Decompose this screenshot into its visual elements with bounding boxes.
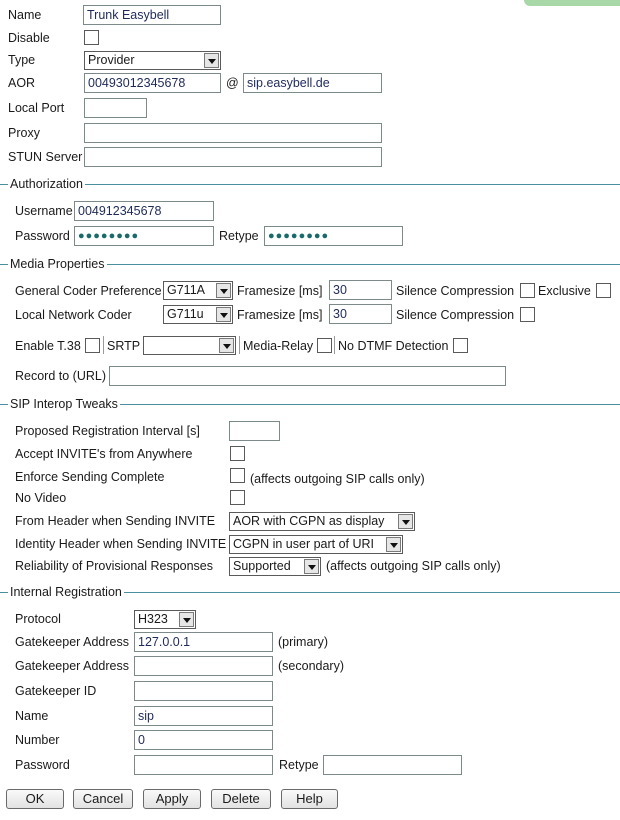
ok-button[interactable]: OK bbox=[6, 789, 64, 809]
gk-id-label: Gatekeeper ID bbox=[15, 684, 97, 698]
accept-invite-checkbox[interactable] bbox=[230, 446, 245, 461]
reg-password-field[interactable] bbox=[134, 755, 273, 775]
type-label: Type bbox=[8, 53, 36, 67]
general-coder-value: G711A bbox=[167, 283, 205, 297]
separator bbox=[239, 336, 240, 354]
type-select[interactable] bbox=[84, 51, 221, 70]
media-relay-checkbox[interactable] bbox=[317, 338, 332, 353]
no-dtmf-label: No DTMF Detection bbox=[338, 339, 449, 353]
gk-secondary-field[interactable] bbox=[134, 656, 273, 676]
aor-label: AOR bbox=[8, 76, 36, 90]
sip-title: SIP Interop Tweaks bbox=[10, 397, 118, 411]
record-url-field[interactable] bbox=[109, 366, 506, 386]
disable-checkbox[interactable] bbox=[84, 30, 99, 45]
framesize-label: Framesize [ms] bbox=[237, 284, 323, 298]
reg-interval-field[interactable] bbox=[229, 421, 280, 441]
gk-primary-field[interactable]: 127.0.0.1 bbox=[134, 632, 273, 652]
protocol-select[interactable] bbox=[134, 610, 196, 629]
authorization-divider bbox=[0, 184, 620, 185]
from-header-select[interactable] bbox=[229, 512, 415, 531]
secondary-note: (secondary) bbox=[278, 659, 344, 673]
no-dtmf-checkbox[interactable] bbox=[453, 338, 468, 353]
srtp-select[interactable] bbox=[143, 336, 236, 355]
local-port-field[interactable] bbox=[84, 98, 147, 118]
primary-note: (primary) bbox=[278, 635, 328, 649]
chevron-down-icon bbox=[216, 283, 231, 298]
enforce-label: Enforce Sending Complete bbox=[15, 470, 165, 484]
delete-button[interactable]: Delete bbox=[211, 789, 271, 809]
username-label: Username bbox=[15, 204, 73, 218]
cancel-button[interactable]: Cancel bbox=[73, 789, 133, 809]
type-value: Provider bbox=[88, 53, 135, 67]
record-url-label: Record to (URL) bbox=[15, 369, 106, 383]
name-field[interactable]: Trunk Easybell bbox=[83, 5, 221, 25]
from-header-value: AOR with CGPN as display bbox=[233, 514, 385, 528]
proxy-label: Proxy bbox=[8, 126, 40, 140]
local-coder-value: G711u bbox=[167, 307, 204, 321]
t38-label: Enable T.38 bbox=[15, 339, 81, 353]
corner-tab bbox=[524, 0, 620, 6]
chevron-down-icon bbox=[216, 307, 231, 322]
silence-compression-checkbox[interactable] bbox=[520, 307, 535, 322]
media-relay-label: Media-Relay bbox=[243, 339, 314, 353]
enforce-checkbox[interactable] bbox=[230, 468, 245, 483]
general-coder-select[interactable] bbox=[163, 281, 233, 300]
accept-invite-label: Accept INVITE's from Anywhere bbox=[15, 447, 193, 461]
framesize-field[interactable]: 30 bbox=[329, 280, 392, 300]
reliability-select[interactable] bbox=[229, 557, 321, 576]
no-video-label: No Video bbox=[15, 491, 67, 505]
srtp-label: SRTP bbox=[107, 339, 141, 353]
aor-domain-field[interactable]: sip.easybell.de bbox=[243, 73, 382, 93]
silence-compression-checkbox[interactable] bbox=[520, 283, 535, 298]
name-label: Name bbox=[8, 8, 42, 22]
help-button[interactable]: Help bbox=[281, 789, 338, 809]
identity-header-value: CGPN in user part of URI bbox=[233, 537, 375, 551]
reg-name-field[interactable]: sip bbox=[134, 706, 273, 726]
enforce-note: (affects outgoing SIP calls only) bbox=[250, 472, 425, 486]
chevron-down-icon bbox=[219, 338, 234, 353]
no-video-checkbox[interactable] bbox=[230, 490, 245, 505]
exclusive-label: Exclusive bbox=[538, 284, 591, 298]
reg-retype-field[interactable] bbox=[323, 755, 462, 775]
gk-address-label: Gatekeeper Address bbox=[15, 635, 129, 649]
local-coder-select[interactable] bbox=[163, 305, 233, 324]
apply-button[interactable]: Apply bbox=[143, 789, 201, 809]
aor-at-sign: @ bbox=[226, 76, 239, 90]
number-field[interactable]: 0 bbox=[134, 730, 273, 750]
framesize-field[interactable]: 30 bbox=[329, 304, 392, 324]
chevron-down-icon bbox=[179, 612, 194, 627]
disable-label: Disable bbox=[8, 31, 50, 45]
internal-title: Internal Registration bbox=[10, 585, 122, 599]
separator bbox=[103, 336, 104, 354]
exclusive-checkbox[interactable] bbox=[596, 283, 611, 298]
protocol-label: Protocol bbox=[15, 612, 61, 626]
t38-checkbox[interactable] bbox=[85, 338, 100, 353]
password-label: Password bbox=[15, 229, 70, 243]
reliability-note: (affects outgoing SIP calls only) bbox=[326, 559, 501, 573]
reg-interval-label: Proposed Registration Interval [s] bbox=[15, 424, 200, 438]
username-field[interactable]: 004912345678 bbox=[74, 201, 214, 221]
aor-user-field[interactable]: 00493012345678 bbox=[84, 73, 221, 93]
general-coder-label: General Coder Preference bbox=[15, 284, 162, 298]
reg-name-label: Name bbox=[15, 709, 49, 723]
chevron-down-icon bbox=[304, 559, 319, 574]
chevron-down-icon bbox=[386, 537, 401, 552]
from-header-label: From Header when Sending INVITE bbox=[15, 514, 216, 528]
reg-password-label: Password bbox=[15, 758, 70, 772]
retype-field[interactable]: ●●●●●●●● bbox=[264, 226, 403, 246]
reliability-value: Supported bbox=[233, 559, 291, 573]
chevron-down-icon bbox=[204, 53, 219, 68]
framesize-label: Framesize [ms] bbox=[237, 308, 323, 322]
silence-compression-label: Silence Compression bbox=[396, 308, 515, 322]
identity-header-select[interactable] bbox=[229, 535, 403, 554]
silence-compression-label: Silence Compression bbox=[396, 284, 515, 298]
protocol-value: H323 bbox=[138, 612, 168, 626]
media-title: Media Properties bbox=[10, 257, 105, 271]
gk-address-label: Gatekeeper Address bbox=[15, 659, 129, 673]
reg-retype-label: Retype bbox=[279, 758, 319, 772]
gk-id-field[interactable] bbox=[134, 681, 273, 701]
identity-header-label: Identity Header when Sending INVITE bbox=[15, 537, 227, 551]
stun-label: STUN Server bbox=[8, 150, 83, 164]
reliability-label: Reliability of Provisional Responses bbox=[15, 559, 214, 573]
local-coder-label: Local Network Coder bbox=[15, 308, 132, 322]
number-label: Number bbox=[15, 733, 60, 747]
password-field[interactable]: ●●●●●●●● bbox=[74, 226, 214, 246]
retype-label: Retype bbox=[219, 229, 259, 243]
authorization-title: Authorization bbox=[10, 177, 83, 191]
proxy-field[interactable] bbox=[84, 123, 382, 143]
stun-field[interactable] bbox=[84, 147, 382, 167]
separator bbox=[334, 336, 335, 354]
chevron-down-icon bbox=[398, 514, 413, 529]
local-port-label: Local Port bbox=[8, 101, 65, 115]
